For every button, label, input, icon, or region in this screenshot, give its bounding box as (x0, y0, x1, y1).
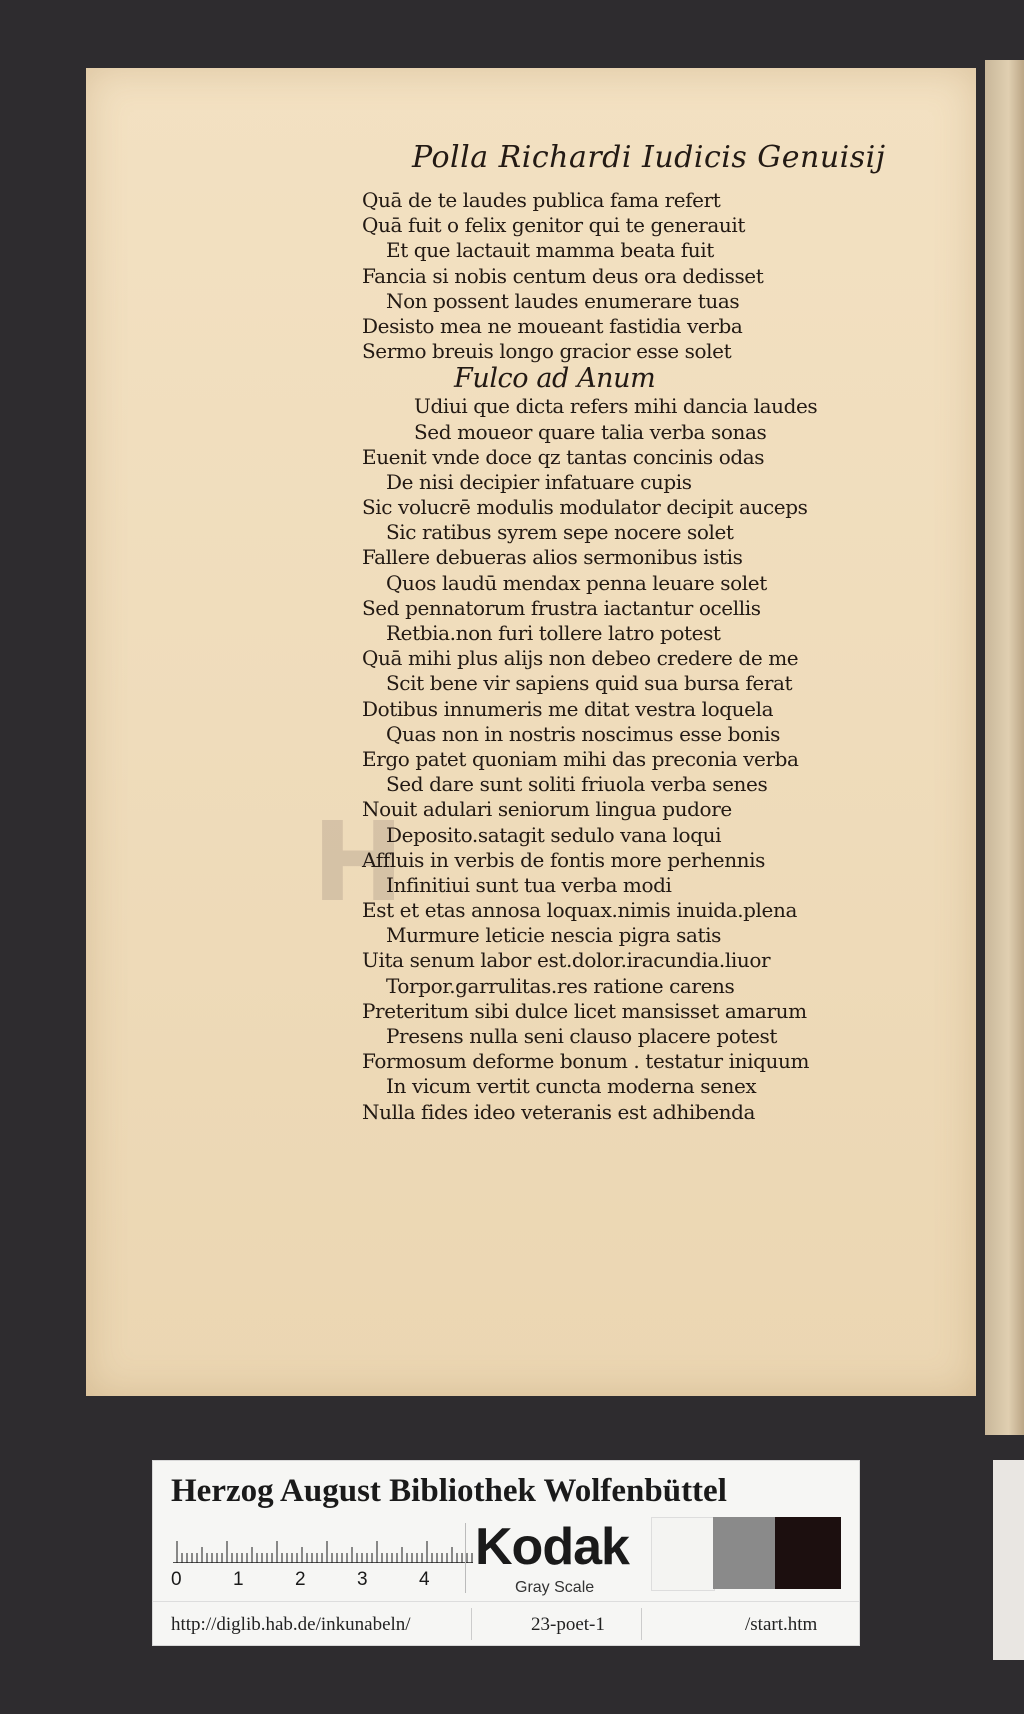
adjacent-page-edge (985, 60, 1024, 1435)
source-url: http://diglib.hab.de/inkunabeln/ (171, 1614, 411, 1635)
poem-line: De nisi decipier infatuare cupis (386, 469, 692, 494)
poem-line: Sed moueor quare talia verba sonas (414, 419, 767, 444)
poem-line: Ergo patet quoniam mihi das preconia verba (362, 746, 799, 771)
poem-line: Udiui que dicta refers mihi dancia laudes (414, 394, 818, 419)
ruler-number: 2 (295, 1569, 306, 1590)
poem-line: Sic volucrē modulis modulator decipit auceps (362, 495, 808, 520)
page-title: Polla Richardi Iudicis Genuisij (412, 140, 886, 175)
ruler-number: 3 (357, 1569, 368, 1590)
card-footer (153, 1601, 859, 1646)
poem-line: Fallere debueras alios sermonibus istis (362, 545, 743, 570)
kodak-logo: Kodak (475, 1518, 629, 1576)
poem-line: Quā mihi plus alijs non debeo credere de me (362, 646, 799, 671)
poem-line: Torpor.garrulitas.res ratione carens (386, 973, 735, 998)
ruler-numbers (171, 1569, 471, 1591)
poem-text-block (362, 188, 842, 1125)
poem-line: Et que lactauit mamma beata fuit (386, 238, 714, 263)
poem-line: Dotibus innumeris me ditat vestra loquela (362, 696, 774, 721)
ruler-number: 4 (419, 1569, 430, 1590)
poem-line: Scit bene vir sapiens quid sua bursa ferat (386, 671, 793, 696)
black-swatch (775, 1517, 841, 1589)
poem-line: Deposito.satagit sedulo vana loqui (386, 822, 722, 847)
poem-line: Fancia si nobis centum deus ora dedisset (362, 263, 764, 288)
poem-line: Desisto mea ne moueant fastidia verba (362, 313, 743, 338)
poem-line: Infinitiui sunt tua verba modi (386, 872, 672, 897)
poem-line: Presens nulla seni clauso placere potest (386, 1024, 778, 1048)
shelfmark: 23-poet-1 (531, 1614, 605, 1635)
poem-line: Retbia.non furi tollere latro potest (386, 621, 721, 645)
poem-line: Est et etas annosa loquax.nimis inuida.plena (362, 898, 797, 923)
poem-line: Formosum deforme bonum . testatur iniquum (362, 1049, 810, 1074)
divider (471, 1608, 472, 1640)
watermark-glyph: H (312, 798, 405, 926)
library-name: Herzog August Bibliothek Wolfenbüttel (171, 1473, 727, 1509)
poem-line: Quos laudū mendax penna leuare solet (386, 570, 767, 595)
poem-line: Murmure leticie nescia pigra satis (386, 923, 721, 948)
poem-line: Quā fuit o felix genitor qui te generauit (362, 213, 746, 238)
url-suffix: /start.htm (745, 1614, 818, 1635)
poem-line: Sic ratibus syrem sepe nocere solet (386, 520, 734, 545)
gray-swatch (713, 1517, 775, 1589)
adjacent-card-edge (993, 1460, 1024, 1660)
white-swatch (651, 1517, 715, 1591)
section-heading: Fulco ad Anum (454, 363, 656, 395)
gray-scale-label: Gray Scale (515, 1579, 595, 1596)
poem-line: Nulla fides ideo veteranis est adhibenda (362, 1099, 756, 1124)
poem-line: Quas non in nostris noscimus esse bonis (386, 721, 781, 746)
divider (641, 1608, 642, 1640)
divider (465, 1523, 466, 1593)
poem-line: Sermo breuis longo gracior esse solet (362, 339, 732, 364)
poem-line: Non possent laudes enumerare tuas (386, 288, 740, 313)
poem-line: Euenit vnde doce qz tantas concinis odas (362, 444, 765, 469)
color-target-card (152, 1460, 860, 1646)
poem-line: Preteritum sibi dulce licet mansisset amarum (362, 998, 807, 1023)
poem-line: Quā de te laudes publica fama refert (362, 188, 721, 212)
poem-line: Uita senum labor est.dolor.iracundia.liuor (362, 948, 771, 973)
poem-line: In vicum vertit cuncta moderna senex (386, 1074, 757, 1099)
poem-line: Nouit adulari seniorum lingua pudore (362, 797, 732, 822)
ruler-number: 1 (233, 1569, 244, 1590)
ruler-number: 0 (171, 1569, 182, 1590)
poem-line: Sed pennatorum frustra iactantur ocellis (362, 595, 761, 620)
ruler-scale (173, 1523, 473, 1563)
poem-line: Affluis in verbis de fontis more perhennis (362, 847, 766, 872)
poem-line: Sed dare sunt soliti friuola verba senes (386, 772, 768, 797)
